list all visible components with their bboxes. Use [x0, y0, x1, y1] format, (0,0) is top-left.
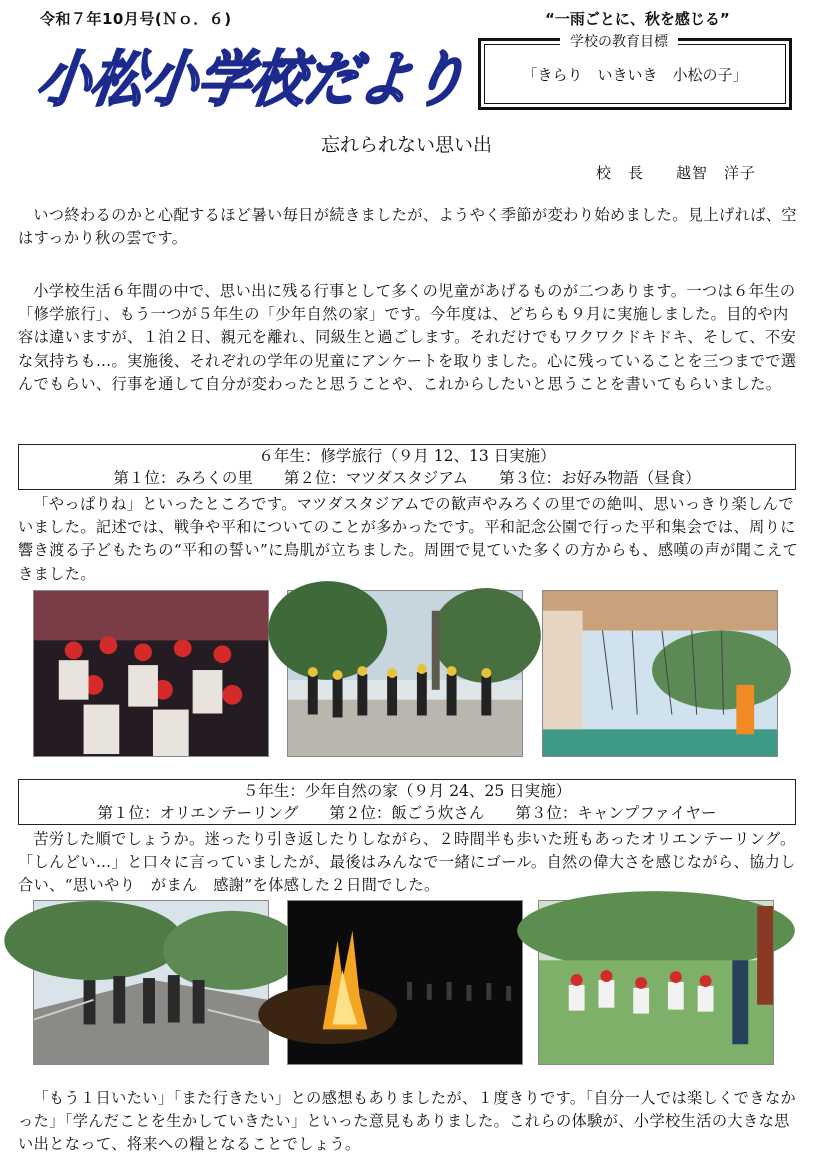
event6-heading: ６年生：修学旅行（９月 12、13 日実施）: [258, 447, 556, 465]
photo-nature-group: [538, 900, 774, 1065]
intro-paragraph-2: 小学校生活６年間の中で、思い出に残る行事として多くの児童があげるものが二つあります。一つは６年生の「修学旅行」、もう一つが５年生の「少年自然の家」です。今年度は、どちらも９月に実施しました。目的や内容は違いますが、１泊２日、親元を離れ、同級生と過ごします。それだけでもワクワクドキドキ、そして、不安な気持ちも…。実施後、それぞれの学年の児童にアンケートを取りました。心に残っていることを三つまでで選んでもらい、行事を通して自分が変わったと思うことや、これからしたいと思うことを書いてもらいました。: [18, 282, 797, 393]
article-title: 忘れられない思い出: [320, 134, 492, 156]
closing-paragraph: 「もう１日いたい」「また行きたい」との感想もありましたが、１度きりです。「自分一人では楽しくできなかった」「学んだことを生かしていきたい」といった意見もありました。これらの体験が、小学校生活の大きな思い出となって、将来への糧となることでしょう。: [18, 1089, 797, 1154]
goal-heading: 学校の教育目標: [560, 31, 678, 51]
event5-heading: ５年生：少年自然の家（９月 24、25 日実施）: [242, 782, 572, 800]
event6-ranking: 第１位：みろくの里 第２位：マツダスタジアム 第３位：お好み物語（昼食）: [113, 469, 701, 487]
goal-text: 「きらり いきいき 小松の子」: [522, 66, 748, 84]
intro-paragraph-1: いつ終わるのかと心配するほど暑い毎日が続きましたが、ようやく季節が変わり始めました。見上げれば、空はすっかり秋の雲です。: [18, 206, 797, 248]
event6-box: [18, 444, 796, 490]
newsletter-logo: [30, 34, 523, 118]
event6-paragraph: 「やっぱりね」といったところです。マツダスタジアムでの歓声やみろくの里での絶叫、思いっきり楽しんでいました。記述では、戦争や平和についてのことが多かったです。平和記念公園で行った平和集会では、周りに響き渡る子どもたちの“平和の誓い”に鳥肌が立ちました。周囲で見ていた多くの方からも、感嘆の声が聞こえてきました。: [18, 495, 799, 583]
event5-paragraph: 苦労した順でしょうか。迷ったり引き返したりしながら、２時間半も歩いた班もあったオリエンテーリング。「しんどい…」と口々に言っていましたが、最後はみんなで一緒にゴール。自然の偉大さを感じながら、協力し合い、“思いやり がまん 感謝”を体感した２日間でした。: [18, 830, 796, 895]
svg-text:小松小学校だより: 小松小学校だより: [32, 45, 523, 115]
photo-campfire: [287, 900, 523, 1065]
photo-peace-park: [287, 590, 523, 757]
article-author: 校 長 越智 洋子: [596, 164, 757, 182]
photo-stadium: [33, 590, 269, 757]
issue-number: 令和７年10月号(Ｎｏ．６): [40, 10, 232, 28]
photo-amusement-ride: [542, 590, 778, 757]
event5-box: [18, 779, 796, 825]
monthly-slogan: “一雨ごとに、秋を感じる”: [545, 10, 730, 28]
event5-ranking: 第１位：オリエンテーリング 第２位：飯ごう炊さん 第３位：キャンプファイヤー: [97, 804, 717, 822]
photo-orienteering: [33, 900, 269, 1065]
